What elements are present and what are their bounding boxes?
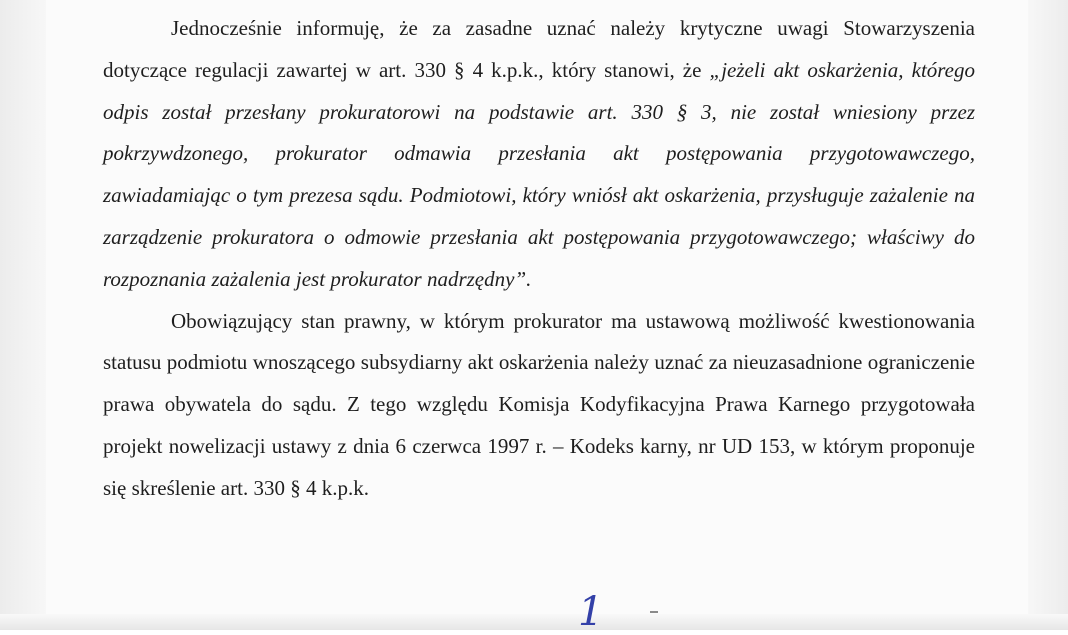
paragraph-intro-text: Jednocześnie informuję, że za zasadne uznać należy krytyczne uwagi Stowarzyszenia dotyczące regulacji zawartej w art. 330 § 4 k.p.k., który stanowi, że (103, 16, 975, 82)
paragraph-commission-remarks (103, 8, 975, 301)
page-edge-bottom (0, 614, 1068, 630)
document-body (103, 8, 975, 510)
paragraph-legal-state: Obowiązujący stan prawny, w którym prokurator ma ustawową możliwość kwestionowania statusu podmiotu wnoszącego subsydiarny akt oskarżenia należy uznać za nieuzasadnione ograniczenie prawa obywatela do sądu. Z tego względu Komisja Kodyfikacyjna Prawa Karnego przygotowała projekt nowelizacji ustawy z dnia 6 czerwca 1997 r. – Kodeks karny, nr UD 153, w którym proponuje się skreślenie art. 330 § 4 k.p.k. (103, 308, 975, 500)
page-mark-dash (650, 611, 658, 613)
page-edge-left (0, 0, 46, 630)
page-edge-right (1028, 0, 1068, 630)
handwritten-page-number: 1 (578, 589, 604, 635)
quoted-article-text: „jeżeli akt oskarżenia, którego odpis został przesłany prokuratorowi na podstawie art. 330 § 3, nie został wniesiony przez pokrzywdzonego, prokurator odmawia przesłania akt postępowania przygotowawczego, zawiadamiając o tym prezesa sądu. Podmiotowi, który wniósł akt oskarżenia, przysługuje zażalenie na zarządzenie prokuratora o odmowie przesłania akt postępowania przygotowawczego; właściwy do rozpoznania zażalenia jest prokurator nadrzędny”. (103, 57, 976, 291)
